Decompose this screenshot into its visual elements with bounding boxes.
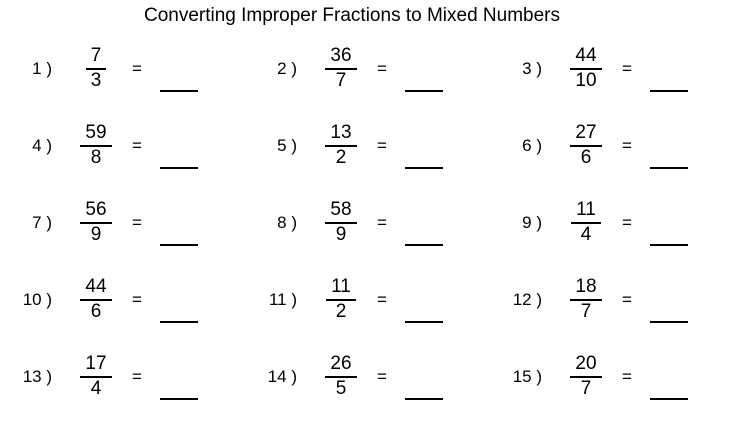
- problem: [2, 30, 247, 107]
- problem: [247, 261, 492, 338]
- problem-number-label: 6 ): [522, 135, 542, 155]
- equals-sign: =: [377, 58, 387, 78]
- problem-number-label: 10 ): [22, 289, 52, 309]
- problem: [492, 30, 734, 107]
- problem-number-label: 3 ): [522, 58, 542, 78]
- fraction-denominator: 7: [580, 378, 592, 399]
- fraction: [68, 199, 124, 246]
- answer-blank[interactable]: [160, 321, 198, 323]
- fraction: [313, 353, 369, 400]
- problem-number-label: 11 ): [268, 289, 297, 309]
- fraction: [313, 276, 369, 323]
- answer-blank[interactable]: [405, 244, 443, 246]
- answer-blank[interactable]: [405, 167, 443, 169]
- fraction: [68, 353, 124, 400]
- fraction-numerator: 11: [326, 276, 356, 301]
- answer-blank[interactable]: [650, 244, 688, 246]
- fraction-numerator: 36: [325, 45, 356, 70]
- answer-blank[interactable]: [160, 90, 198, 92]
- fraction-numerator: 17: [80, 353, 111, 378]
- problem-number-label: 7 ): [32, 212, 52, 232]
- fraction-numerator: 44: [570, 45, 601, 70]
- fraction-numerator: 20: [570, 353, 601, 378]
- answer-blank[interactable]: [650, 90, 688, 92]
- fraction-numerator: 56: [80, 199, 111, 224]
- fraction-denominator: 9: [90, 224, 102, 245]
- fraction-denominator: 7: [335, 70, 347, 91]
- equals-sign: =: [377, 135, 387, 155]
- problem-number-label: 5 ): [277, 135, 297, 155]
- fraction: [558, 276, 614, 323]
- problem-number-label: 8 ): [277, 212, 297, 232]
- fraction-denominator: 2: [335, 301, 347, 322]
- fraction: [313, 122, 369, 169]
- problems-grid: [2, 30, 702, 415]
- fraction: [313, 45, 369, 92]
- problem-number-label: 2 ): [277, 58, 297, 78]
- worksheet: [0, 5, 702, 415]
- equals-sign: =: [622, 58, 632, 78]
- equals-sign: =: [132, 366, 142, 386]
- problem: [492, 338, 734, 415]
- fraction: [313, 199, 369, 246]
- problem: [492, 261, 734, 338]
- fraction-denominator: 3: [90, 70, 102, 91]
- fraction-denominator: 6: [580, 147, 592, 168]
- fraction: [68, 122, 124, 169]
- problem: [247, 338, 492, 415]
- problem: [247, 30, 492, 107]
- problem: [492, 184, 734, 261]
- fraction-denominator: 5: [335, 378, 347, 399]
- fraction-numerator: 59: [80, 122, 111, 147]
- problem-number-label: 14 ): [267, 366, 297, 386]
- answer-blank[interactable]: [405, 321, 443, 323]
- problem-number-label: 15 ): [512, 366, 542, 386]
- fraction-numerator: 13: [325, 122, 356, 147]
- answer-blank[interactable]: [405, 90, 443, 92]
- equals-sign: =: [132, 289, 142, 309]
- answer-blank[interactable]: [160, 398, 198, 400]
- fraction: [68, 45, 124, 92]
- equals-sign: =: [377, 289, 387, 309]
- problem: [2, 184, 247, 261]
- fraction-denominator: 9: [335, 224, 347, 245]
- answer-blank[interactable]: [650, 321, 688, 323]
- fraction-numerator: 7: [86, 45, 107, 70]
- equals-sign: =: [132, 58, 142, 78]
- answer-blank[interactable]: [650, 167, 688, 169]
- fraction-denominator: 7: [580, 301, 592, 322]
- fraction: [558, 199, 614, 246]
- equals-sign: =: [377, 366, 387, 386]
- fraction: [68, 276, 124, 323]
- fraction-numerator: 27: [570, 122, 601, 147]
- equals-sign: =: [622, 135, 632, 155]
- equals-sign: =: [622, 212, 632, 232]
- fraction-numerator: 44: [80, 276, 111, 301]
- equals-sign: =: [377, 212, 387, 232]
- answer-blank[interactable]: [405, 398, 443, 400]
- problem: [247, 184, 492, 261]
- fraction: [558, 122, 614, 169]
- answer-blank[interactable]: [160, 167, 198, 169]
- equals-sign: =: [622, 366, 632, 386]
- fraction-numerator: 18: [570, 276, 601, 301]
- fraction-numerator: 26: [325, 353, 356, 378]
- fraction-denominator: 4: [90, 378, 102, 399]
- fraction-denominator: 6: [90, 301, 102, 322]
- problem-number-label: 12 ): [512, 289, 542, 309]
- problem: [2, 107, 247, 184]
- problem: [2, 261, 247, 338]
- answer-blank[interactable]: [160, 244, 198, 246]
- fraction-numerator: 11: [571, 199, 601, 224]
- fraction-denominator: 2: [335, 147, 347, 168]
- fraction: [558, 353, 614, 400]
- problem: [492, 107, 734, 184]
- fraction-numerator: 58: [325, 199, 356, 224]
- problem: [2, 338, 247, 415]
- equals-sign: =: [132, 212, 142, 232]
- fraction-denominator: 8: [90, 147, 102, 168]
- equals-sign: =: [132, 135, 142, 155]
- fraction-denominator: 4: [580, 224, 592, 245]
- problem-number-label: 9 ): [522, 212, 542, 232]
- worksheet-title: Converting Improper Fractions to Mixed Numbers: [143, 5, 561, 26]
- answer-blank[interactable]: [650, 398, 688, 400]
- problem-number-label: 4 ): [32, 135, 52, 155]
- problem: [247, 107, 492, 184]
- fraction-denominator: 10: [575, 70, 597, 91]
- problem-number-label: 13 ): [22, 366, 52, 386]
- problem-number-label: 1 ): [32, 58, 52, 78]
- equals-sign: =: [622, 289, 632, 309]
- fraction: [558, 45, 614, 92]
